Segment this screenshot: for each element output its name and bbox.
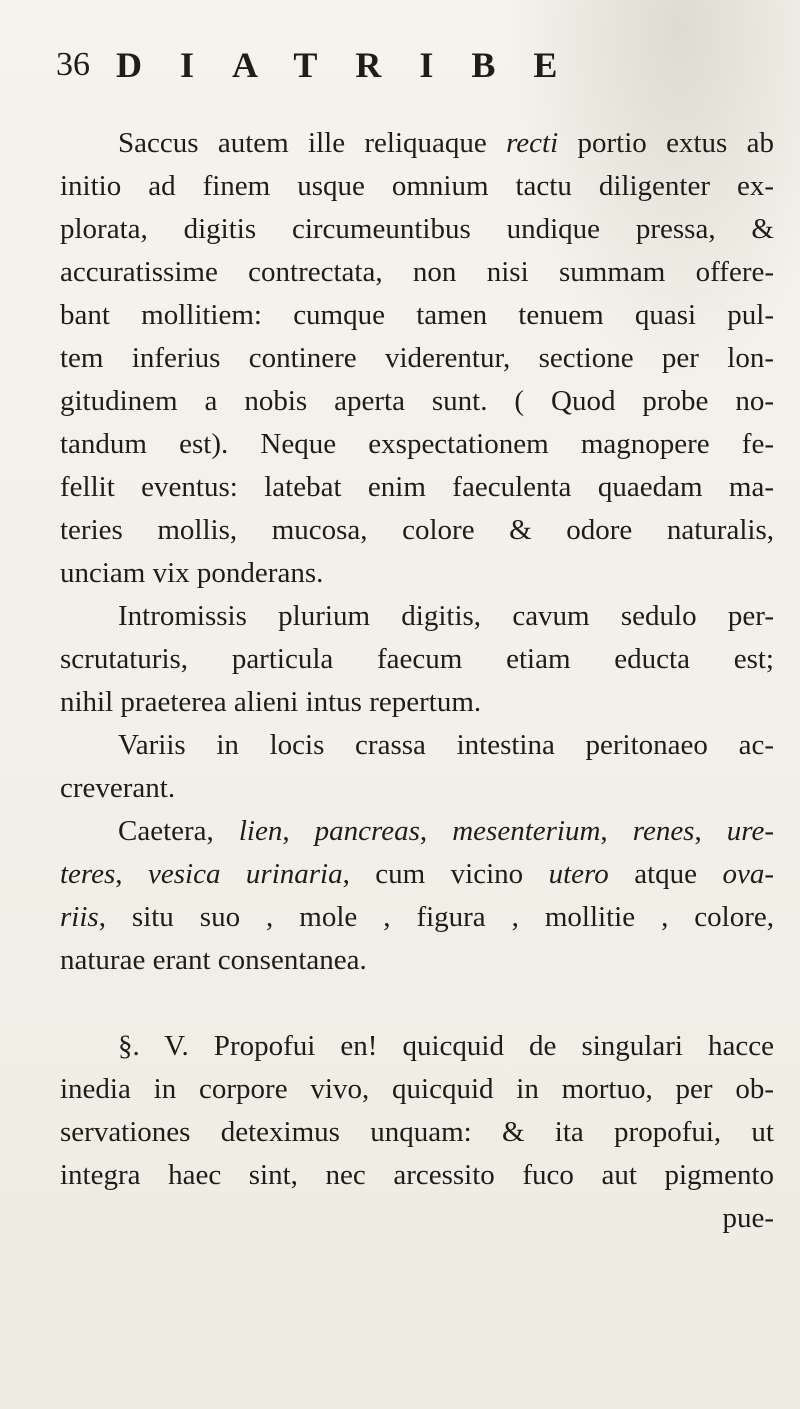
italic-term: renes: [632, 815, 695, 847]
text-segment: , cum vicino: [342, 858, 549, 890]
text-segment: initio ad finem usque omnium tactu diligenter ex-: [60, 170, 774, 202]
text-segment: ,: [600, 815, 633, 847]
page-header: [56, 40, 756, 90]
text-line: [60, 423, 774, 466]
text-segment: teries mollis, mucosa, colore & odore naturalis,: [60, 514, 774, 546]
text-segment: plorata, digitis circumeuntibus undique pressa, &: [60, 213, 774, 245]
text-line: [60, 595, 774, 638]
text-line: [60, 208, 774, 251]
paragraph-gap: [60, 982, 774, 1025]
text-line: [60, 896, 774, 939]
text-line: [60, 509, 774, 552]
italic-term: lien: [238, 815, 283, 847]
italic-term: teres: [60, 858, 116, 890]
text-segment: integra haec sint, nec arcessito fuco aut pigmento: [60, 1159, 774, 1191]
text-line: [60, 337, 774, 380]
text-line: [60, 939, 774, 982]
text-line: [60, 294, 774, 337]
text-line: [60, 380, 774, 423]
text-segment: fellit eventus: latebat enim faeculenta quaedam ma-: [60, 471, 774, 503]
italic-term: vesica urinaria: [148, 858, 343, 890]
text-segment: bant mollitiem: cumque tamen tenuem quasi pul-: [60, 299, 774, 331]
text-line: [60, 251, 774, 294]
italic-term: mesenterium: [452, 815, 601, 847]
text-line: [60, 681, 774, 724]
text-segment: Intromissis plurium digitis, cavum sedulo per-: [118, 600, 774, 632]
text-segment: creverant.: [60, 772, 176, 804]
text-segment: accuratissime contrectata, non nisi summam offere-: [60, 256, 774, 288]
italic-term: utero: [548, 858, 609, 890]
text-segment: Variis in locis crassa intestina peritonaeo ac-: [118, 729, 774, 761]
running-head: DIATRIBE: [116, 45, 596, 85]
text-segment: tem inferius continere viderentur, sectione per lon-: [60, 342, 774, 374]
text-line: [60, 122, 774, 165]
text-line: [60, 552, 774, 595]
text-segment: ,: [419, 815, 453, 847]
text-line: [60, 1025, 774, 1068]
text-segment: ,: [694, 815, 727, 847]
text-line: [60, 165, 774, 208]
text-segment: unciam vix ponderans.: [60, 557, 324, 589]
body-text: [60, 122, 774, 1240]
text-segment: , situ suo , mole , figura , mollitie , colore,: [98, 901, 774, 933]
text-segment: atque: [608, 858, 723, 890]
text-line: [60, 724, 774, 767]
text-line: [60, 1197, 774, 1240]
text-segment: portio extus ab: [558, 127, 774, 159]
italic-term: riis: [60, 901, 99, 933]
text-segment: gitudinem a nobis aperta sunt. ( Quod probe no-: [60, 385, 774, 417]
text-segment: naturae erant consentanea.: [60, 944, 367, 976]
text-line: [60, 810, 774, 853]
text-segment: pue-: [722, 1202, 774, 1234]
italic-term: ova-: [722, 858, 774, 890]
text-line: [60, 638, 774, 681]
text-segment: scrutaturis, particula faecum etiam educta est;: [60, 643, 774, 675]
text-line: [60, 1111, 774, 1154]
text-segment: ,: [115, 858, 148, 890]
text-segment: tandum est). Neque exspectationem magnopere fe-: [60, 428, 774, 460]
text-segment: ,: [282, 815, 315, 847]
italic-term: pancreas: [314, 815, 420, 847]
italic-term: recti: [506, 127, 559, 159]
text-line: [60, 767, 774, 810]
text-segment: nihil praeterea alieni intus repertum.: [60, 686, 482, 718]
page-number: 36: [56, 46, 90, 83]
text-line: [60, 1154, 774, 1197]
text-segment: Caetera,: [118, 815, 239, 847]
text-line: [60, 466, 774, 509]
text-line: [60, 853, 774, 896]
text-segment: Saccus autem ille reliquaque: [118, 127, 507, 159]
italic-term: ure-: [726, 815, 775, 847]
text-line: [60, 1068, 774, 1111]
text-segment: §. V. Propofui en! quicquid de singulari hacce: [118, 1030, 774, 1062]
text-segment: servationes deteximus unquam: & ita propofui, ut: [60, 1116, 774, 1148]
text-segment: inedia in corpore vivo, quicquid in mortuo, per ob-: [60, 1073, 774, 1105]
